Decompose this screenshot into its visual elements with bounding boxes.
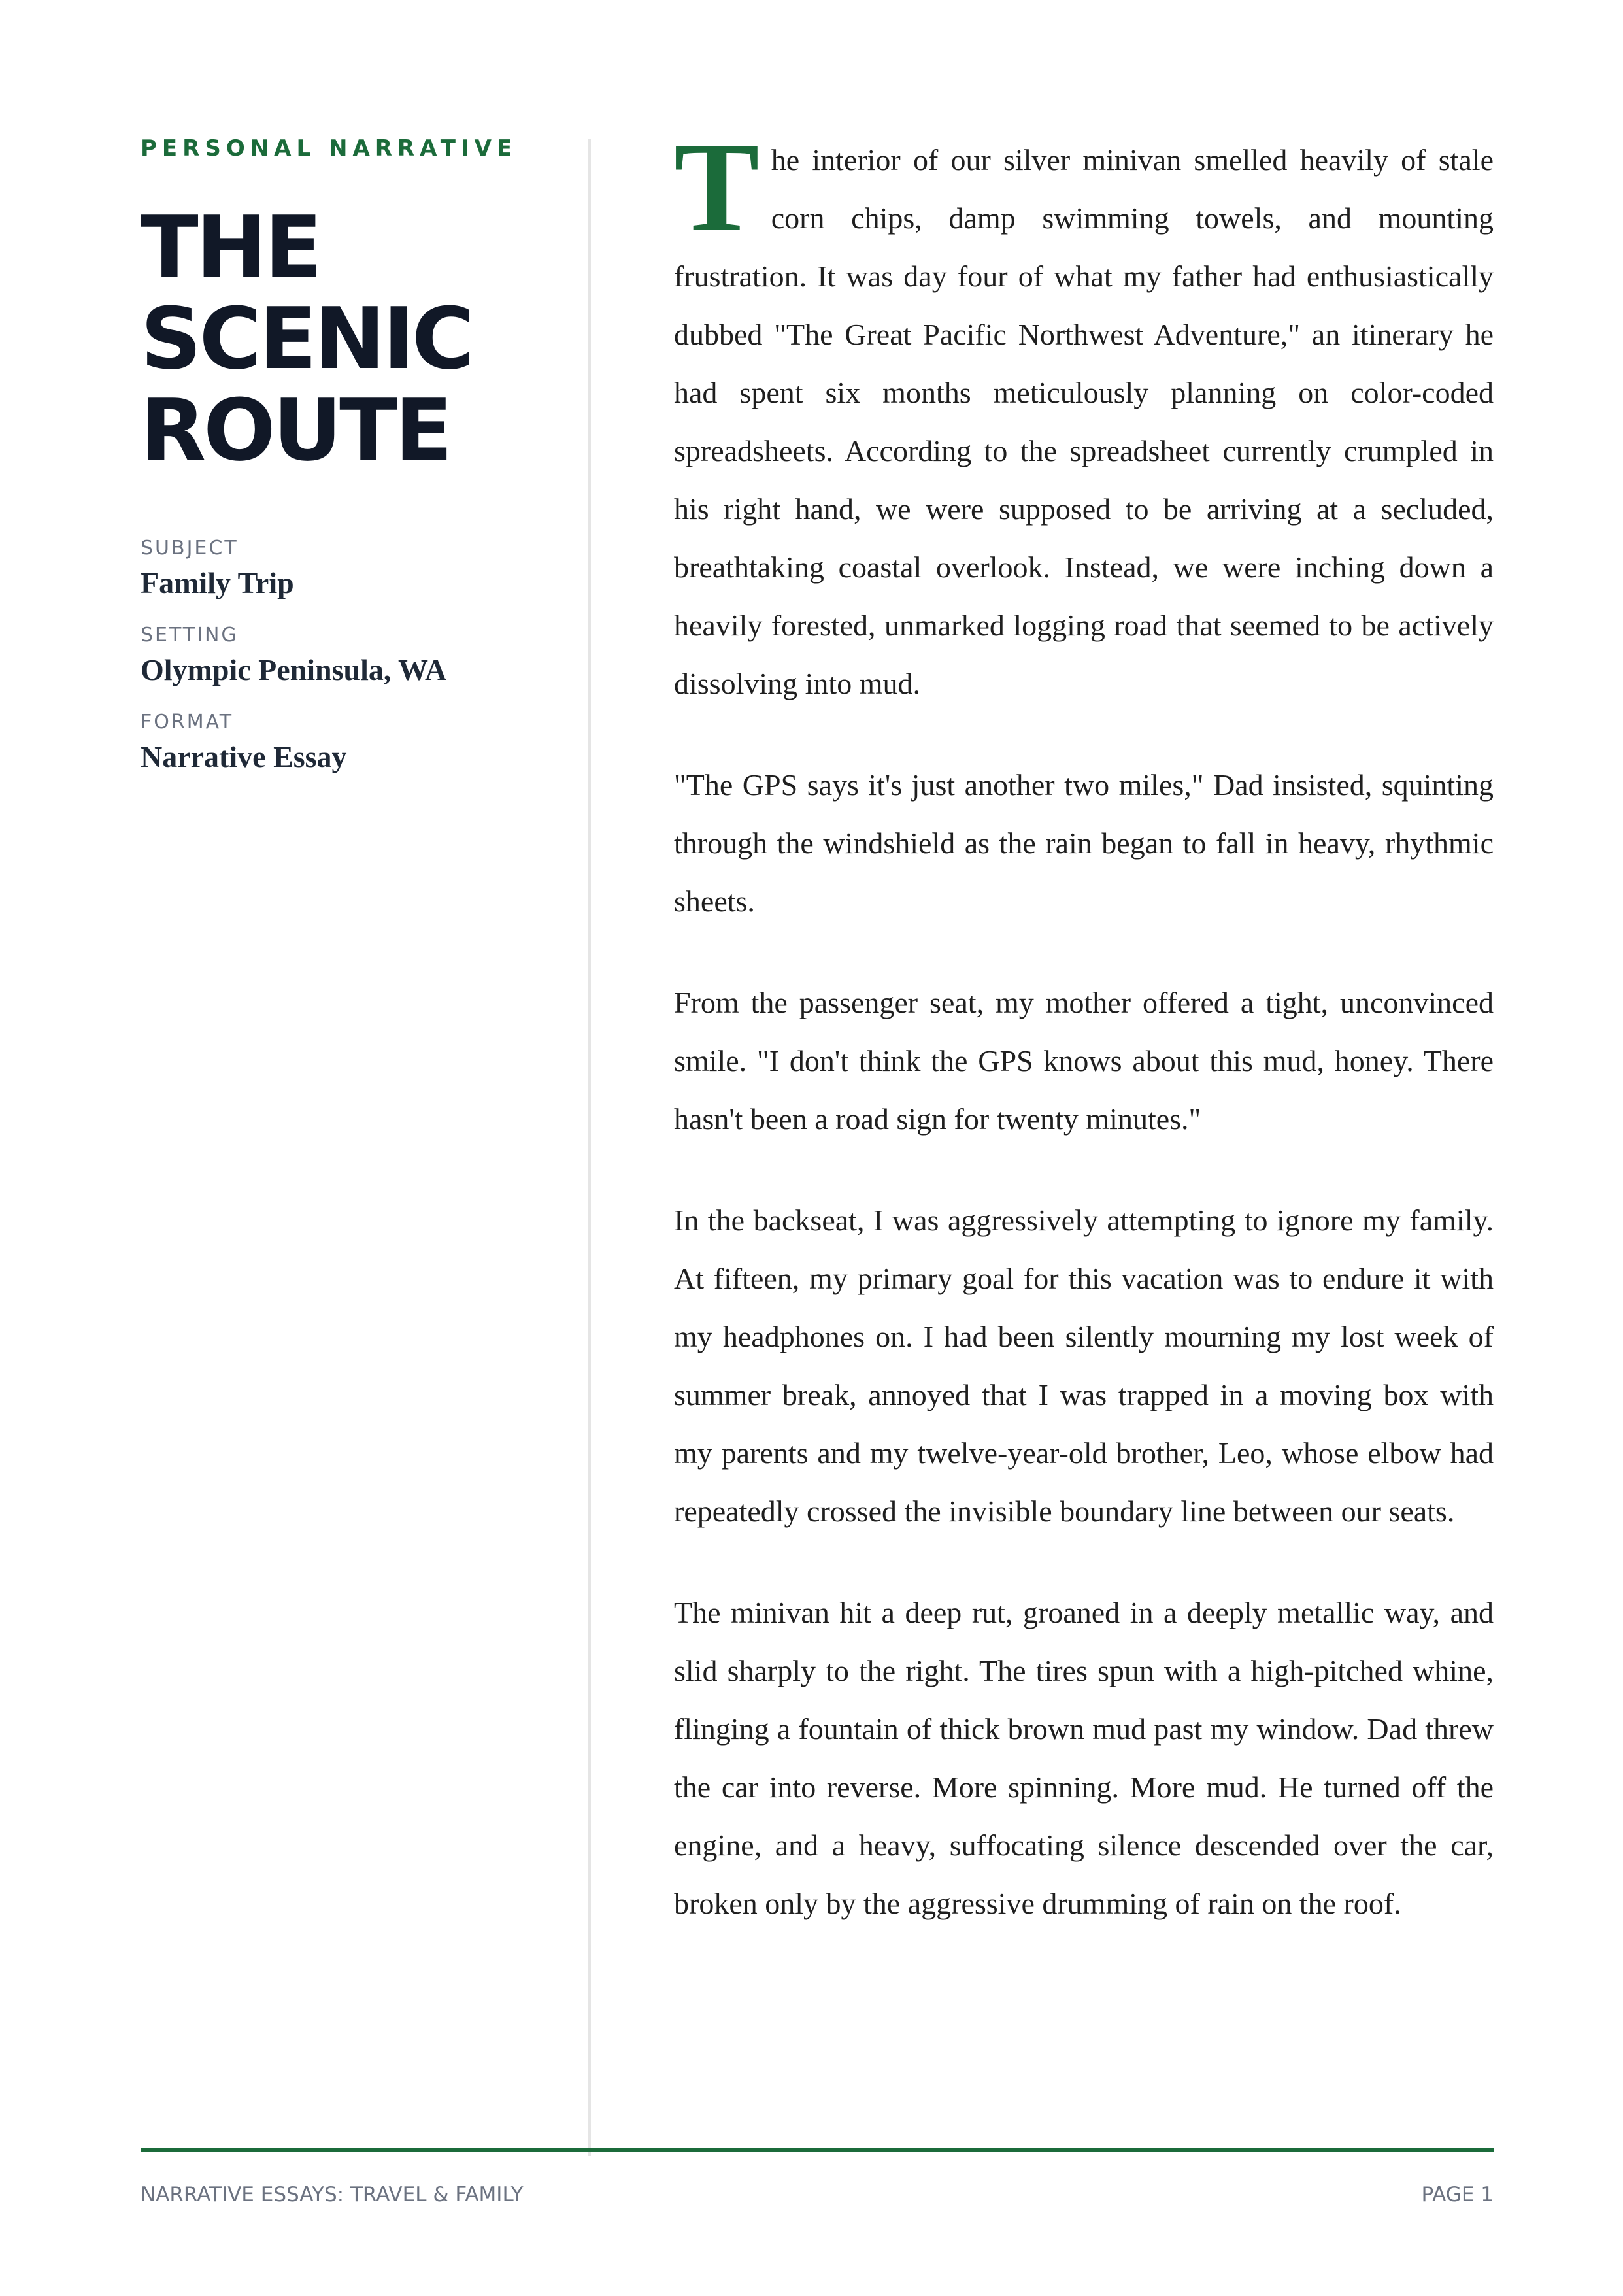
essay-title	[141, 197, 559, 480]
sidebar	[141, 137, 559, 800]
page-number: PAGE 1	[1421, 2183, 1494, 2206]
essay-body	[674, 116, 1494, 1976]
meta-value: Narrative Essay	[141, 739, 347, 773]
meta-label: SETTING	[141, 623, 239, 647]
running-footer: NARRATIVE ESSAYS: TRAVEL & FAMILY	[141, 2183, 524, 2206]
footer-rule	[141, 2148, 1494, 2152]
paragraph: "The GPS says it's just another two miles," Dad insisted, squinting through the windshield as the rain began to fall in heavy, rhythmic sheets.	[674, 768, 1494, 918]
meta-label: SUBJECT	[141, 537, 239, 560]
drop-cap: T	[674, 116, 760, 258]
meta-value: Olympic Peninsula, WA	[141, 652, 447, 686]
meta-label: FORMAT	[141, 710, 234, 734]
paragraph: The minivan hit a deep rut, groaned in a deeply metallic way, and slid sharply to the right. The tires spun with a high-pitched whine, flinging a fountain of thick brown mud past my window. Dad threw the car into reverse. More spinning. More mud. He turned off the engine, and a heavy, suffocating silence descended over the car, broken only by the aggressive drumming of rain on the roof.	[674, 1596, 1494, 1920]
category-kicker: PERSONAL NARRATIVE	[141, 135, 518, 161]
paragraph: From the passenger seat, my mother offered a tight, unconvinced smile. "I don't think the GPS knows about this mud, honey. There hasn't been a road sign for twenty minutes."	[674, 986, 1494, 1136]
column-divider	[588, 139, 591, 2156]
title-line: ROUTE	[141, 380, 450, 480]
paragraph	[674, 116, 1494, 713]
metadata-list	[141, 539, 559, 775]
meta-format	[141, 710, 559, 775]
paragraph-text: he interior of our silver minivan smelled heavily of stale corn chips, damp swimming towels, and mounting frustration. It was day four of what my father had enthusiastically dubbed "The Great Pacific Northwest Adventure," an itinerary he had spent six months meticulously planning on color-coded spreadsheets. According to the spreadsheet currently crumpled in his right hand, we were supposed to be arriving at a secluded, breathtaking coastal overlook. Instead, we were inching down a heavily forested, unmarked logging road that seemed to be actively dissolving into mud.	[674, 143, 1494, 700]
paragraph: In the backseat, I was aggressively attempting to ignore my family. At fifteen, my primary goal for this vacation was to endure it with my headphones on. I had been silently mourning my lost week of summer break, annoyed that I was trapped in a moving box with my parents and my twelve-year-old brother, Leo, whose elbow had repeatedly crossed the invisible boundary line between our seats.	[674, 1204, 1494, 1528]
meta-subject	[141, 539, 559, 601]
meta-value: Family Trip	[141, 566, 294, 599]
title-line: SCENIC	[141, 289, 472, 388]
meta-setting	[141, 623, 559, 688]
title-line: THE	[141, 197, 320, 297]
